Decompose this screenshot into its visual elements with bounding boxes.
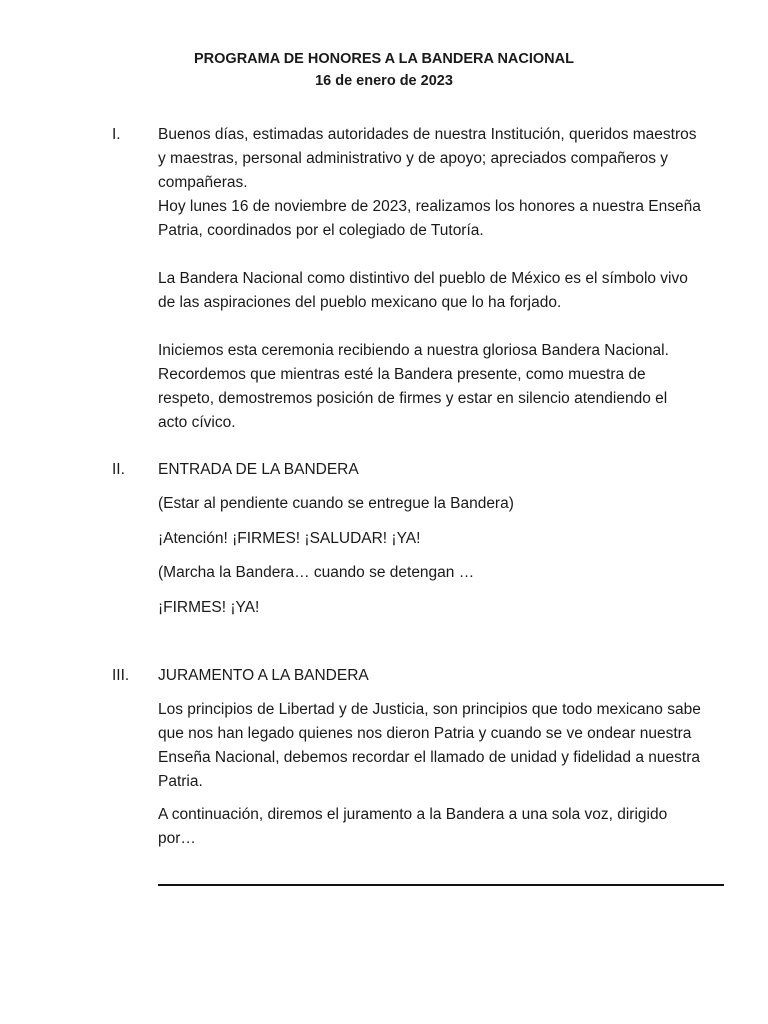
paragraph-line: por… (158, 830, 196, 847)
paragraph-line: acto cívico. (158, 414, 236, 431)
paragraph-line: Buenos días, estimadas autoridades de nuestra Institución, queridos maestros (158, 126, 697, 143)
flag-symbol-paragraph (158, 267, 724, 315)
paragraph-line: compañeras. (158, 174, 248, 191)
section-heading: JURAMENTO A LA BANDERA (158, 667, 369, 684)
principles-paragraph (158, 698, 724, 794)
greeting-paragraph (158, 123, 724, 243)
ceremony-start-paragraph (158, 339, 724, 435)
section-heading: ENTRADA DE LA BANDERA (158, 461, 359, 478)
paragraph-line: Iniciemos esta ceremonia recibiendo a nuestra gloriosa Bandera Nacional. (158, 342, 669, 359)
section-numeral: I. (112, 126, 121, 143)
paragraph-line: Enseña Nacional, debemos recordar el llamado de unidad y fidelidad a nuestra (158, 749, 700, 766)
paragraph-line: A continuación, diremos el juramento a la Bandera a una sola voz, dirigido (158, 806, 668, 823)
signature-line (158, 884, 724, 886)
section-numeral: III. (112, 667, 130, 684)
paragraph-line: Los principios de Libertad y de Justicia, son principios que todo mexicano sabe (158, 701, 701, 718)
section-numeral: II. (112, 461, 125, 478)
command-line: ¡FIRMES! ¡YA! (158, 599, 260, 616)
instruction-line: (Marcha la Bandera… cuando se detengan … (158, 564, 475, 581)
paragraph-line: Patria, coordinados por el colegiado de Tutoría. (158, 222, 484, 239)
paragraph-line: La Bandera Nacional como distintivo del pueblo de México es el símbolo vivo (158, 270, 688, 287)
document-date: 16 de enero de 2023 (315, 73, 453, 89)
paragraph-line: Patria. (158, 773, 203, 790)
paragraph-line: de las aspiraciones del pueblo mexicano que lo ha forjado. (158, 294, 562, 311)
paragraph-line: que nos han legado quienes nos dieron Patria y cuando se ve ondear nuestra (158, 725, 692, 742)
oath-intro-paragraph (158, 803, 724, 851)
paragraph-line: Hoy lunes 16 de noviembre de 2023, realizamos los honores a nuestra Enseña (158, 198, 701, 215)
paragraph-line: Recordemos que mientras esté la Bandera presente, como muestra de (158, 366, 646, 383)
paragraph-line: y maestras, personal administrativo y de apoyo; apreciados compañeros y (158, 150, 669, 167)
instruction-line: (Estar al pendiente cuando se entregue la Bandera) (158, 495, 514, 512)
paragraph-line: respeto, demostremos posición de firmes y estar en silencio atendiendo el (158, 390, 668, 407)
command-line: ¡Atención! ¡FIRMES! ¡SALUDAR! ¡YA! (158, 530, 421, 547)
document-title: PROGRAMA DE HONORES A LA BANDERA NACIONAL (194, 51, 574, 67)
